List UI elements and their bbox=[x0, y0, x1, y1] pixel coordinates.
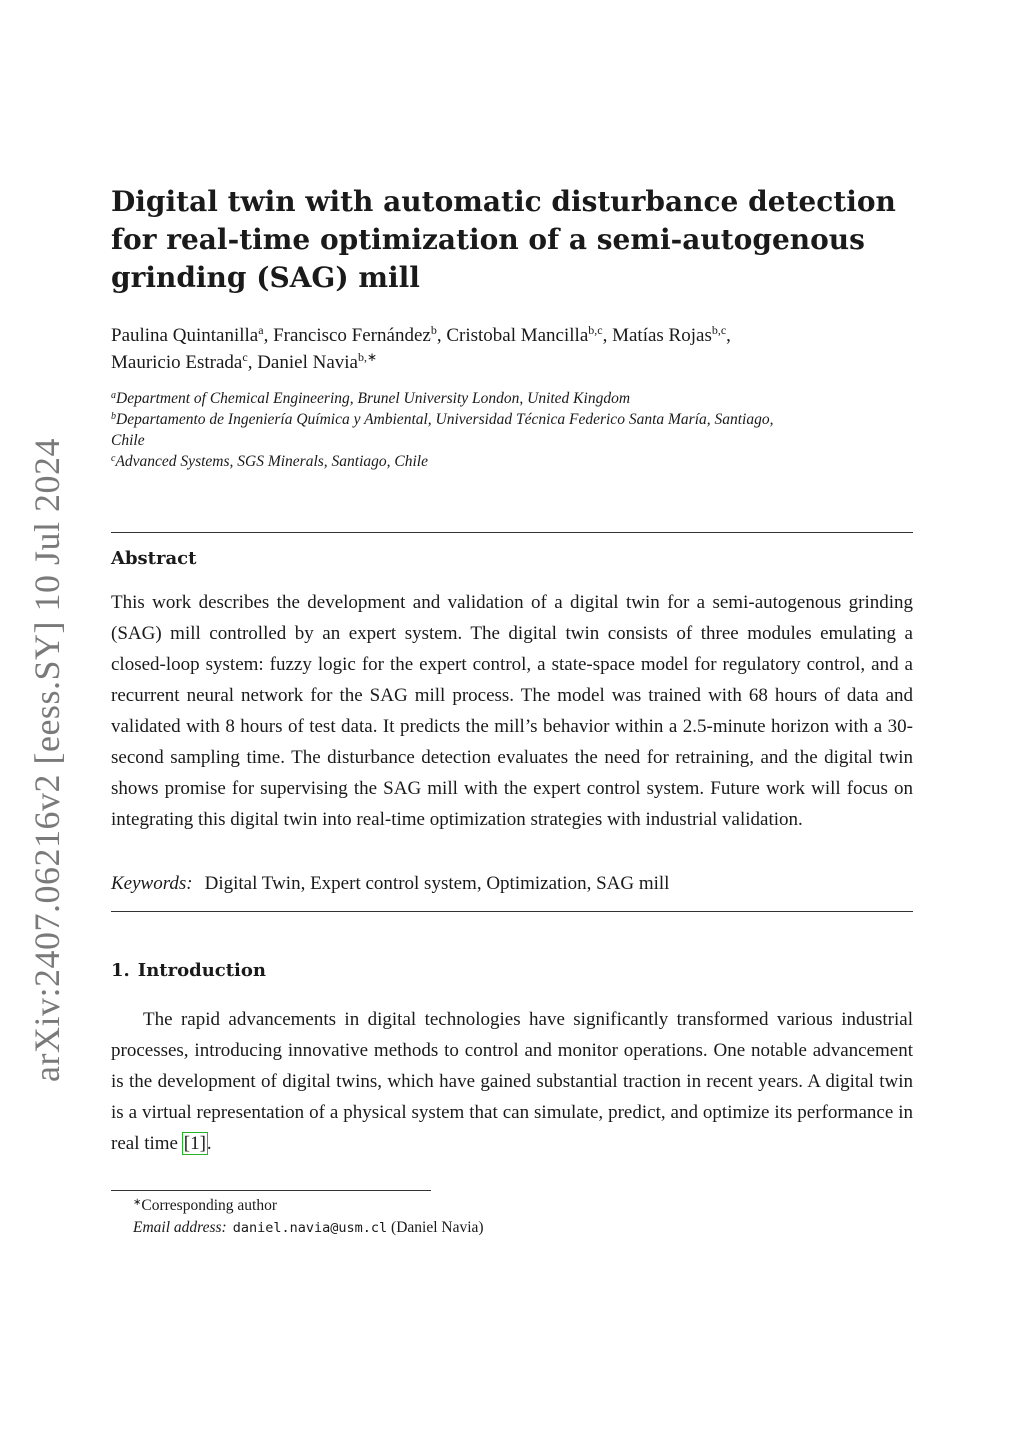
author-affiliation-mark: c bbox=[242, 350, 248, 364]
abstract-top-divider bbox=[111, 532, 913, 533]
citation-link[interactable]: [1] bbox=[183, 1133, 206, 1154]
author-name: Mauricio Estrada bbox=[111, 352, 243, 373]
keywords-text: Digital Twin, Expert control system, Optimization, SAG mill bbox=[204, 873, 670, 894]
affiliation-mark: c bbox=[111, 453, 116, 464]
author-name: Paulina Quintanilla bbox=[111, 325, 259, 346]
affiliation-mark: a bbox=[111, 390, 116, 401]
email-address[interactable]: daniel.navia@usm.cl bbox=[232, 1220, 388, 1236]
introduction-paragraph bbox=[111, 1004, 913, 1159]
author-name: Francisco Fernández bbox=[273, 325, 431, 346]
footnote-divider bbox=[111, 1190, 431, 1191]
author-name: Matías Rojas bbox=[612, 325, 712, 346]
footnote-mark: ∗ bbox=[133, 1197, 142, 1208]
affiliation-text: Department of Chemical Engineering, Brunel University London, United Kingdom bbox=[116, 390, 631, 407]
author-list: Paulina Quintanilla$^a$, Francisco Fernández$^b$, Cristobal Mancilla$^{b,c}$, Matías Rojas$^{b,c}$, Mauricio Estrada$^c$, Daniel Navia$^{b,∗}$ bbox=[111, 323, 731, 373]
introduction-text: The rapid advancements in digital technologies have significantly transformed various industrial processes, introducing innovative methods to control and monitor operations. One notable advancement is the development of digital twins, which have gained substantial traction in recent years. A digital twin is a virtual representation of a physical system that can simulate, predict, and optimize its performance in real time bbox=[111, 1009, 913, 1154]
affiliation-text: Advanced Systems, SGS Minerals, Santiago, Chile bbox=[115, 453, 428, 470]
author-name: Cristobal Mancilla bbox=[446, 325, 589, 346]
affiliation-item bbox=[111, 409, 791, 451]
author-affiliation-mark: b bbox=[430, 323, 437, 337]
section-heading bbox=[111, 960, 266, 981]
abstract-body: This work describes the development and validation of a digital twin for a semi-autogenous grinding (SAG) mill controlled by an expert system. The digital twin consists of three modules emulating a closed-loop system: fuzzy logic for the expert control, a state-space model for regulatory control, and a recurrent neural network for the SAG mill process. The model was trained with 68 hours of data and validated with 8 hours of test data. It predicts the mill’s behavior within a 2.5-minute horizon with a 30-second sampling time. The disturbance detection evaluates the need for retraining, and the digital twin shows promise for supervising the SAG mill with the expert control system. Future work will focus on integrating this digital twin into real-time optimization strategies with industrial validation. bbox=[111, 592, 913, 830]
email-label: Email address: bbox=[133, 1219, 227, 1236]
arxiv-identifier bbox=[12, 438, 82, 1082]
affiliation-item bbox=[111, 451, 911, 472]
author-name: Daniel Navia bbox=[257, 352, 358, 373]
affiliation-item bbox=[111, 388, 911, 409]
affiliation-list bbox=[111, 388, 911, 472]
introduction-text-end: . bbox=[206, 1133, 212, 1154]
abstract-heading: Abstract bbox=[111, 548, 197, 569]
keywords-line bbox=[111, 870, 913, 897]
arxiv-identifier-text: arXiv:2407.06216v2 [eess.SY] 10 Jul 2024 bbox=[27, 438, 67, 1082]
footnote-email bbox=[133, 1217, 833, 1239]
keywords-label: Keywords: bbox=[111, 873, 193, 894]
abstract-bottom-divider bbox=[111, 911, 913, 912]
footnote-corresponding-text: Corresponding author bbox=[141, 1197, 277, 1214]
author-affiliation-mark: b,c bbox=[711, 323, 727, 337]
author-affiliation-mark: b,c bbox=[588, 323, 603, 337]
footnote bbox=[133, 1195, 833, 1239]
section-number: 1. bbox=[111, 960, 130, 981]
author-affiliation-mark: a bbox=[258, 323, 264, 337]
footnote-corresponding bbox=[133, 1195, 833, 1217]
paper-title: Digital twin with automatic disturbance detection for real-time optimization of a semi-autogenous grinding (SAG) mill bbox=[111, 185, 896, 294]
affiliation-mark: b bbox=[111, 411, 116, 422]
affiliation-text: Departamento de Ingeniería Química y Ambiental, Universidad Técnica Federico Santa María, Santiago, Chile bbox=[111, 411, 774, 449]
section-title: Introduction bbox=[137, 960, 266, 981]
email-owner: (Daniel Navia) bbox=[391, 1219, 484, 1236]
author-affiliation-mark: b,∗ bbox=[357, 350, 378, 364]
